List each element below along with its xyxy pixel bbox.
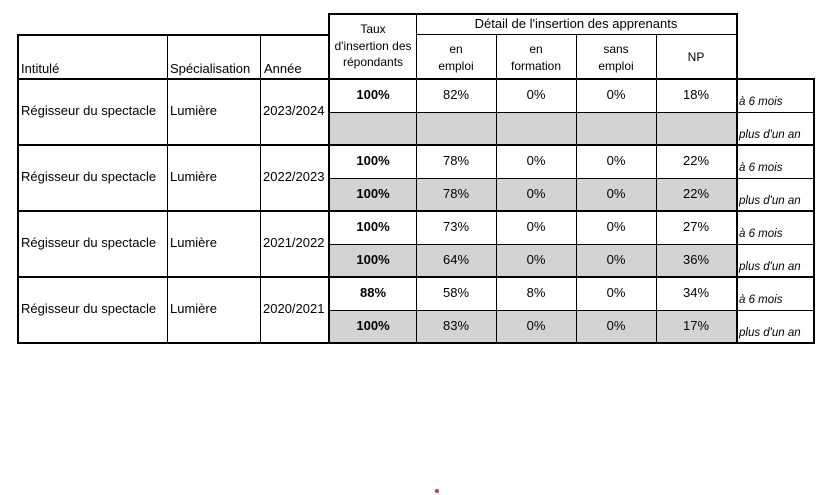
- grid-line: [17, 34, 330, 36]
- cell-emploi: 64%: [442, 252, 470, 267]
- header-specialisation: Spécialisation: [170, 61, 251, 76]
- grid-line: [496, 34, 497, 344]
- grid-line: [167, 34, 168, 344]
- cell-emploi: 58%: [442, 285, 470, 300]
- cell-emploi: 78%: [442, 186, 470, 201]
- cell-formation: 8%: [526, 285, 546, 300]
- cell-np: 17%: [682, 318, 710, 333]
- cell-formation: 0%: [526, 186, 546, 201]
- cell-emploi: 78%: [442, 153, 470, 168]
- cell-sans-emploi: 0%: [606, 186, 626, 201]
- header-en-formation-2: formation: [510, 59, 562, 73]
- cell-taux: 100%: [356, 318, 390, 333]
- grid-line: [329, 178, 814, 179]
- cell-np: 27%: [682, 219, 710, 234]
- grid-line: [416, 13, 417, 344]
- header-taux-line2: d'insertion des: [334, 39, 412, 53]
- header-taux-line1: Taux: [360, 22, 386, 36]
- cell-sans-emploi: 0%: [606, 219, 626, 234]
- red-dot-mark: [435, 489, 439, 493]
- header-taux-line3: répondants: [342, 55, 404, 69]
- period-label-6-mois: à 6 mois: [739, 294, 783, 306]
- header-sans-emploi-2: emploi: [598, 59, 634, 73]
- cell-sans-emploi: 0%: [606, 252, 626, 267]
- grid-line: [329, 112, 814, 113]
- period-label-6-mois: à 6 mois: [739, 228, 783, 240]
- grid-line: [813, 78, 815, 344]
- cell-formation: 0%: [526, 252, 546, 267]
- period-label-6-mois: à 6 mois: [739, 162, 783, 174]
- cell-intitule: Régisseur du spectacle: [21, 235, 157, 250]
- cell-sans-emploi: 0%: [606, 318, 626, 333]
- cell-taux: 100%: [356, 219, 390, 234]
- grid-line: [260, 34, 261, 344]
- cell-sans-emploi: 0%: [606, 153, 626, 168]
- cell-specialisation: Lumière: [170, 235, 217, 250]
- period-label-un-an: plus d'un an: [739, 327, 801, 339]
- cell-sans-emploi: 0%: [606, 87, 626, 102]
- cell-specialisation: Lumière: [170, 169, 217, 184]
- cell-np: 22%: [682, 186, 710, 201]
- cell-taux: 100%: [356, 252, 390, 267]
- grid-line: [17, 34, 19, 344]
- grid-line: [656, 34, 657, 344]
- period-label-un-an: plus d'un an: [739, 195, 801, 207]
- grid-line: [576, 34, 577, 344]
- header-sans-emploi-1: sans: [603, 42, 629, 56]
- cell-intitule: Régisseur du spectacle: [21, 169, 157, 184]
- cell-np: 18%: [682, 87, 710, 102]
- cell-formation: 0%: [526, 87, 546, 102]
- cell-annee: 2022/2023: [263, 169, 325, 184]
- header-np: NP: [687, 50, 705, 64]
- period-label-6-mois: à 6 mois: [739, 96, 783, 108]
- header-intitule: Intitulé: [21, 61, 60, 76]
- header-en-emploi-1: en: [449, 42, 463, 56]
- cell-formation: 0%: [526, 318, 546, 333]
- cell-formation: 0%: [526, 219, 546, 234]
- period-label-un-an: plus d'un an: [739, 261, 801, 273]
- grid-line: [328, 13, 330, 344]
- cell-np: 36%: [682, 252, 710, 267]
- cell-taux: 100%: [356, 87, 390, 102]
- header-annee: Année: [264, 61, 302, 76]
- period-label-un-an: plus d'un an: [739, 129, 801, 141]
- grid-line: [329, 310, 814, 311]
- cell-emploi: 82%: [442, 87, 470, 102]
- cell-specialisation: Lumière: [170, 103, 217, 118]
- cell-taux: 100%: [356, 186, 390, 201]
- grid-line: [329, 244, 814, 245]
- gray-fill-row-1: [329, 112, 737, 145]
- cell-taux: 100%: [356, 153, 390, 168]
- cell-specialisation: Lumière: [170, 301, 217, 316]
- cell-annee: 2023/2024: [263, 103, 325, 118]
- cell-np: 22%: [682, 153, 710, 168]
- cell-np: 34%: [682, 285, 710, 300]
- cell-intitule: Régisseur du spectacle: [21, 103, 157, 118]
- cell-sans-emploi: 0%: [606, 285, 626, 300]
- grid-line: [736, 13, 738, 344]
- cell-intitule: Régisseur du spectacle: [21, 301, 157, 316]
- header-detail: Détail de l'insertion des apprenants: [474, 16, 678, 31]
- cell-emploi: 83%: [442, 318, 470, 333]
- cell-formation: 0%: [526, 153, 546, 168]
- cell-taux: 88%: [359, 285, 387, 300]
- cell-annee: 2021/2022: [263, 235, 325, 250]
- cell-annee: 2020/2021: [263, 301, 325, 316]
- cell-emploi: 73%: [442, 219, 470, 234]
- header-en-emploi-2: emploi: [438, 59, 474, 73]
- grid-line: [329, 13, 737, 15]
- header-en-formation-1: en: [529, 42, 543, 56]
